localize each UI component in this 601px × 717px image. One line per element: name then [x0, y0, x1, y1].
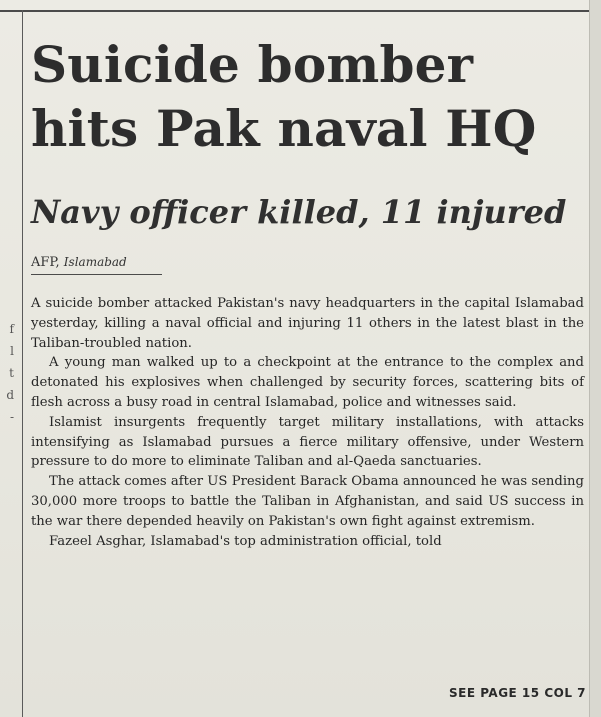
fragment-char: t — [9, 366, 14, 380]
subheadline: Navy officer killed, 11 injured — [31, 193, 567, 231]
fragment-char: d — [6, 388, 14, 402]
paragraph-3: Islamist insurgents frequently target military installations, with attacks intensifying as Islamabad pursues a fierce military offensive, under Western pressure to do more to eliminate Taliban and al-Qaeda sanctuaries. — [31, 414, 584, 470]
fragment-char: f — [9, 322, 14, 336]
paragraph-1: A suicide bomber attacked Pakistan's navy headquarters in the capital Islamabad yesterday, killing a naval official and injuring 11 others in the latest blast in the Taliban-troubled nation. — [31, 296, 584, 351]
continuation-jump-line: SEE PAGE 15 COL 7 — [449, 686, 586, 700]
paragraph-4: The attack comes after US President Barack Obama announced he was sending 30,000 more troops to battle the Taliban in Afghanistan, and said US success in the war there depended heavily on Pakistan's own fight against extremism. — [31, 474, 584, 529]
adjacent-column-fragments — [0, 318, 14, 428]
top-rule — [0, 10, 601, 12]
byline — [31, 254, 162, 275]
article-body — [31, 294, 584, 551]
byline-agency: AFP, — [31, 255, 60, 270]
paragraph-2: A young man walked up to a checkpoint at the entrance to the complex and detonated his explosives when challenged by security forces, scattering bits of flesh across a busy road in central Islamabad, police and witnesses said. — [31, 355, 584, 410]
headline-line-2: hits Pak naval HQ — [31, 99, 537, 158]
column-divider — [22, 10, 23, 717]
headline-line-1: Suicide bomber — [31, 35, 474, 94]
headline — [31, 33, 591, 161]
byline-place: Islamabad — [63, 255, 127, 269]
fragment-char: - — [9, 410, 14, 424]
fragment-char: l — [10, 344, 14, 358]
paragraph-5: Fazeel Asghar, Islamabad's top administration official, told — [49, 533, 442, 549]
